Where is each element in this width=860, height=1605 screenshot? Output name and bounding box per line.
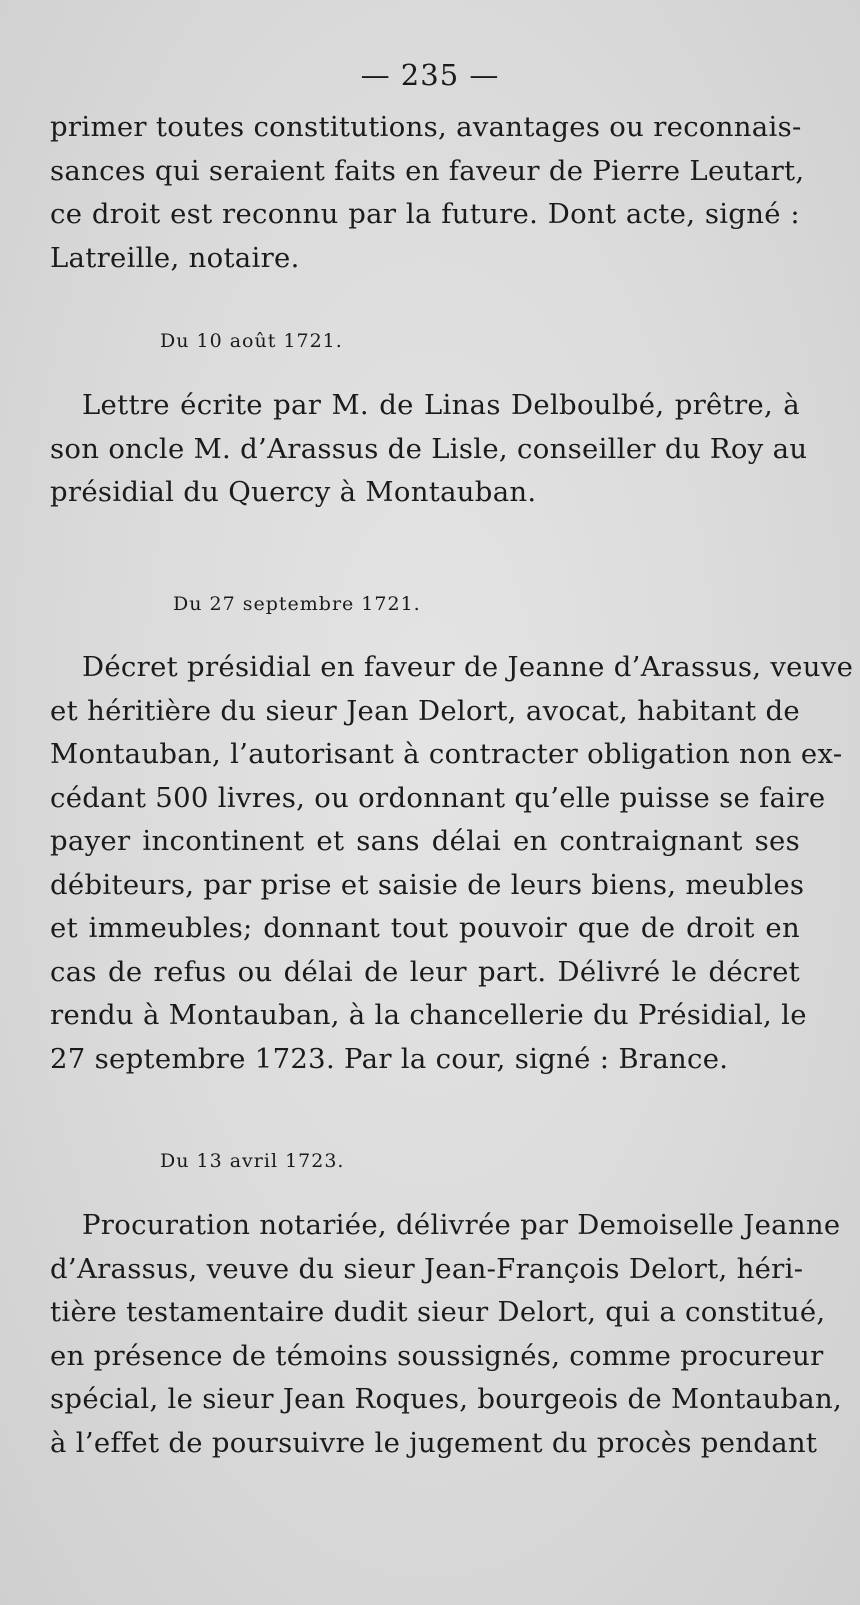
paragraph-procuration (50, 1204, 843, 1465)
text-line: tière testamentaire dudit sieur Delort, qui a constitué, (50, 1296, 826, 1328)
date-heading: Du 13 avril 1723. (160, 1150, 345, 1172)
date-heading: Du 27 septembre 1721. (173, 593, 421, 615)
text-line: Montauban, l’autorisant à contracter obligation non ex- (50, 738, 843, 770)
text-line: débiteurs, par prise et saisie de leurs biens, meubles (50, 868, 805, 901)
text-line: et immeubles; donnant tout pouvoir que de droit en (50, 912, 800, 944)
text-line: cas de refus ou délai de leur part. Délivré le décret (50, 955, 800, 988)
text-line: sances qui seraient faits en faveur de Pierre Leutart, (50, 154, 805, 187)
text-line: Latreille, notaire. (50, 241, 300, 274)
text-line: à l’effet de poursuivre le jugement du procès pendant (50, 1426, 818, 1459)
text-line: Lettre écrite par M. de Linas Delboulbé, prêtre, à (82, 389, 800, 421)
text-line: Procuration notariée, délivrée par Demoiselle Jeanne (82, 1209, 841, 1241)
date-heading: Du 10 août 1721. (160, 330, 343, 352)
paragraph-letter (50, 384, 808, 515)
text-line: spécial, le sieur Jean Roques, bourgeois de Montauban, (50, 1383, 843, 1415)
text-line: son oncle M. d’Arassus de Lisle, conseiller du Roy au (50, 432, 808, 465)
text-line: primer toutes constitutions, avantages ou reconnais- (50, 111, 802, 143)
text-line: cédant 500 livres, ou ordonnant qu’elle puisse se faire (50, 781, 826, 814)
text-line: 27 septembre 1723. Par la cour, signé : Brance. (50, 1042, 729, 1075)
text-line: ce droit est reconnu par la future. Dont acte, signé : (50, 198, 800, 230)
paragraph-continuation (50, 106, 805, 280)
paragraph-decree (50, 646, 854, 1081)
text-line: et héritière du sieur Jean Delort, avocat, habitant de (50, 694, 800, 727)
text-line: Décret présidial en faveur de Jeanne d’Arassus, veuve (82, 651, 854, 683)
text-line: rendu à Montauban, à la chancellerie du Présidial, le (50, 999, 807, 1031)
page-number: — 235 — (360, 58, 500, 92)
text-line: en présence de témoins soussignés, comme procureur (50, 1339, 824, 1372)
text-line: d’Arassus, veuve du sieur Jean-François Delort, héri- (50, 1252, 804, 1285)
text-line: payer incontinent et sans délai en contraignant ses (50, 825, 800, 857)
text-line: présidial du Quercy à Montauban. (50, 476, 537, 508)
